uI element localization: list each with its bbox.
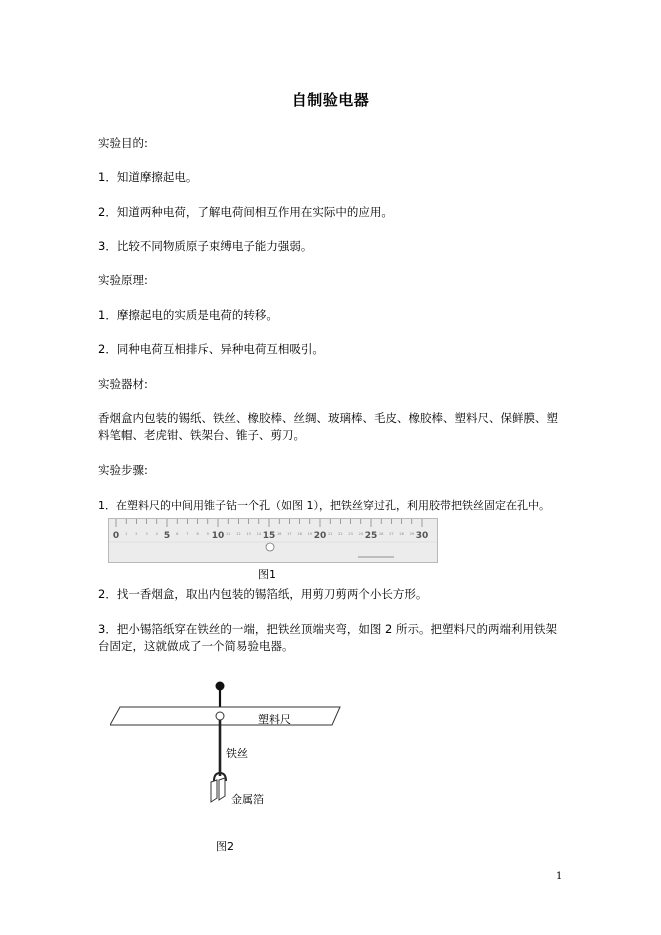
page-number: 1: [556, 871, 563, 882]
ruler-minor-number: 23: [348, 532, 353, 536]
principle-item-2: 2．同种电荷互相排斥、异种电荷互相吸引。: [98, 342, 324, 356]
ruler-number: 5: [163, 531, 171, 541]
plastic-ruler-shape: [110, 707, 340, 725]
step-1-text: 1．在塑料尺的中间用锥子钻一个孔（如图 1），把铁丝穿过孔，利用胶带把铁丝固定在孔中。: [98, 499, 550, 512]
ruler-number: 15: [262, 531, 276, 541]
ruler-minor-number: 14: [256, 532, 262, 536]
ruler-minor-number: 9: [206, 532, 209, 536]
ruler-minor-number: 18: [297, 532, 302, 536]
ruler-brand-mark: [358, 556, 394, 558]
step-3-text: 3．把小锡箔纸穿在铁丝的一端，把铁丝顶端夹弯，如图 2 所示。把塑料尺的两端利用铁架台固定，这就做成了一个简易验电器。: [98, 622, 557, 653]
principle-heading: 实验原理:: [98, 273, 148, 287]
ruler-minor-number: 28: [399, 532, 404, 536]
label-wire: 铁丝: [226, 747, 248, 760]
purpose-item-2: 2．知道两种电荷，了解电荷间相互作用在实际中的应用。: [98, 205, 393, 219]
ruler-minor-number: 29: [409, 532, 415, 536]
metal-foil-left: [211, 780, 217, 802]
materials-heading: 实验器材:: [98, 377, 148, 391]
wire-hole: [216, 712, 224, 720]
ruler-minor-number: 12: [236, 532, 241, 536]
ruler-minor-number: 27: [389, 532, 394, 536]
ruler-minor-number: 26: [378, 532, 384, 536]
figure-2-caption: 图2: [216, 840, 234, 853]
ruler-number: 30: [415, 531, 429, 541]
ruler-minor-number: 22: [338, 532, 343, 536]
figure-2-electroscope: [110, 675, 370, 855]
ruler-number: 25: [364, 531, 378, 541]
ruler-number: 0: [112, 531, 120, 541]
ruler-minor-number: 6: [176, 532, 179, 536]
purpose-item-3: 3．比较不同物质原子束缚电子能力强弱。: [98, 239, 313, 253]
steps-heading: 实验步骤:: [98, 463, 148, 477]
ruler-minor-number: 3: [145, 532, 148, 536]
materials-text: 香烟盒内包装的锡纸、铁丝、橡胶棒、丝绸、玻璃棒、毛皮、橡胶棒、塑料尺、保鲜膜、塑料笔帽、老虎钳、铁架台、锥子、剪刀。: [98, 411, 558, 442]
purpose-heading: 实验目的:: [98, 136, 148, 150]
ruler-number: 10: [211, 531, 225, 541]
ruler-minor-number: 7: [186, 532, 189, 536]
principle-item-1: 1．摩擦起电的实质是电荷的转移。: [98, 308, 278, 322]
step-2-text: 2．找一香烟盒，取出内包装的锡箔纸，用剪刀剪两个小长方形。: [98, 587, 428, 601]
ruler-minor-number: 16: [276, 532, 282, 536]
ruler-minor-number: 2: [135, 532, 138, 536]
ruler-minor-number: 13: [246, 532, 251, 536]
ruler-minor-number: 24: [358, 532, 364, 536]
label-plastic-ruler: 塑料尺: [258, 713, 291, 726]
ruler-minor-number: 21: [327, 532, 333, 536]
purpose-item-1: 1．知道摩擦起电。: [98, 170, 198, 184]
drilled-hole: [266, 543, 274, 551]
page-title: 自制验电器: [291, 91, 370, 109]
ruler-minor-number: 1: [125, 532, 128, 536]
figure-1-caption: 图1: [258, 568, 276, 581]
ruler-minor-number: 8: [196, 532, 199, 536]
figure-1-ruler: [108, 518, 438, 566]
ruler-minor-number: 4: [155, 532, 158, 536]
ruler-minor-number: 17: [287, 532, 292, 536]
ruler-minor-number: 11: [225, 532, 231, 536]
ruler-minor-number: 19: [307, 532, 313, 536]
label-metal-foil: 金属箔: [231, 793, 264, 806]
metal-foil-right: [219, 778, 225, 800]
ruler-number: 20: [313, 531, 327, 541]
